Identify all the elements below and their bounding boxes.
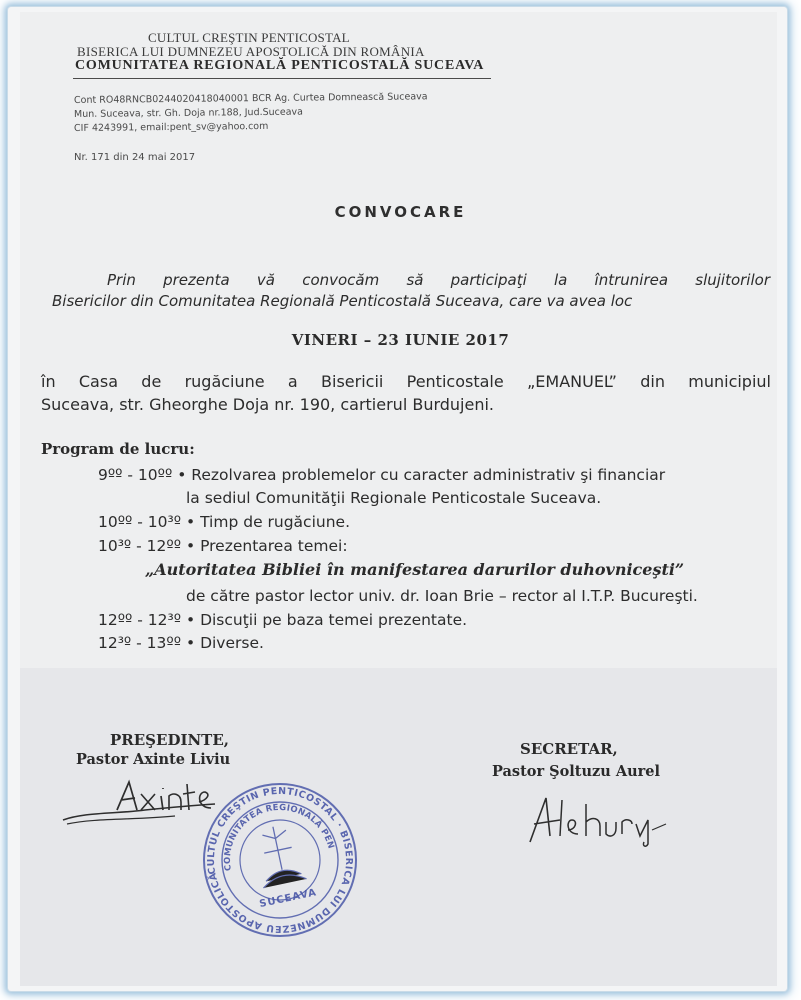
- stamp-city: SUCEAVA: [258, 887, 318, 911]
- location-line-2: Suceava, str. Gheorghe Doja nr. 190, cartierul Burdujeni.: [41, 395, 495, 414]
- program-item: [98, 611, 467, 629]
- program-time: 12ºº - 12³º: [98, 611, 182, 629]
- secretary-signature: [520, 790, 680, 850]
- letterhead-cif-email: CIF 4243991, email:pent_sv@yahoo.com: [73, 120, 269, 134]
- stamp-inner-text: COMUNITATEA REGIONALĂ PENTICOSTALĂ: [222, 802, 336, 872]
- program-item: [98, 513, 350, 531]
- bullet: •: [185, 611, 196, 629]
- bullet: •: [185, 513, 196, 531]
- organization-stamp: [200, 780, 360, 940]
- meeting-date: VINERI – 23 IUNIE 2017: [291, 331, 510, 349]
- intro-line-2: Bisericilor din Comunitatea Regională Penticostală Suceava, care va avea loc: [52, 292, 633, 310]
- letterhead-line-2: BISERICA LUI DUMNEZEU APOSTOLICĂ DIN ROMÂNIA: [77, 44, 425, 59]
- intro-line-1: Prin prezenta vă convocăm să participaţi la întrunirea slujitorilor: [107, 271, 770, 289]
- program-item: [98, 466, 665, 484]
- secretary-name: Pastor Şoltuzu Aurel: [492, 763, 661, 780]
- president-name: Pastor Axinte Liviu: [76, 751, 231, 768]
- bullet: •: [185, 537, 196, 555]
- program-heading: Program de lucru:: [41, 440, 195, 458]
- program-time: 9ºº - 10ºº: [98, 466, 173, 484]
- program-text: Discuţii pe baza temei prezentate.: [200, 611, 468, 629]
- document-number: Nr. 171 din 24 mai 2017: [74, 152, 196, 163]
- program-time: 10³º - 12ºº: [98, 537, 182, 555]
- bullet: •: [185, 634, 196, 652]
- program-text: Prezentarea temei:: [200, 537, 348, 555]
- program-text: Rezolvarea problemelor cu caracter administrativ şi financiar: [191, 466, 666, 484]
- theme-title: „Autoritatea Bibliei în manifestarea darurilor duhovniceşti”: [145, 560, 685, 579]
- stamp-emblem: [251, 822, 306, 888]
- secretary-title: SECRETAR,: [520, 740, 618, 758]
- program-text: Timp de rugăciune.: [200, 513, 350, 531]
- program-text: Diverse.: [200, 634, 264, 652]
- program-item: [98, 537, 348, 555]
- letterhead-organization: COMUNITATEA REGIONALĂ PENTICOSTALĂ SUCEAVA: [75, 58, 485, 73]
- letterhead-address: Mun. Suceava, str. Gh. Doja nr.188, Jud.Suceava: [73, 106, 304, 120]
- letterhead-account: Cont RO48RNCB0244020418040001 BCR Ag. Curtea Domnească Suceava: [73, 91, 428, 106]
- document-title: CONVOCARE: [334, 203, 467, 221]
- location-line-1: în Casa de rugăciune a Bisericii Penticostale „EMANUEL” din municipiul: [41, 372, 771, 391]
- bullet: •: [177, 466, 187, 484]
- letterhead-rule: [73, 78, 491, 79]
- program-item: [98, 634, 264, 652]
- president-title: PREŞEDINTE,: [110, 731, 229, 749]
- stamp-outer-text: CULTUL CREŞTIN PENTICOSTAL · BISERICA LUI DUMNEZEU APOSTOLICĂ: [205, 785, 355, 935]
- program-time: 10ºº - 10³º: [98, 513, 182, 531]
- program-item-continuation: la sediul Comunităţii Regionale Penticostale Suceava.: [186, 489, 602, 507]
- program-time: 12³º - 13ºº: [98, 634, 182, 652]
- program-item-continuation: de către pastor lector univ. dr. Ioan Brie – rector al I.T.P. Bucureşti.: [186, 587, 698, 605]
- letterhead-line-1: CULTUL CREŞTIN PENTICOSTAL: [148, 30, 350, 45]
